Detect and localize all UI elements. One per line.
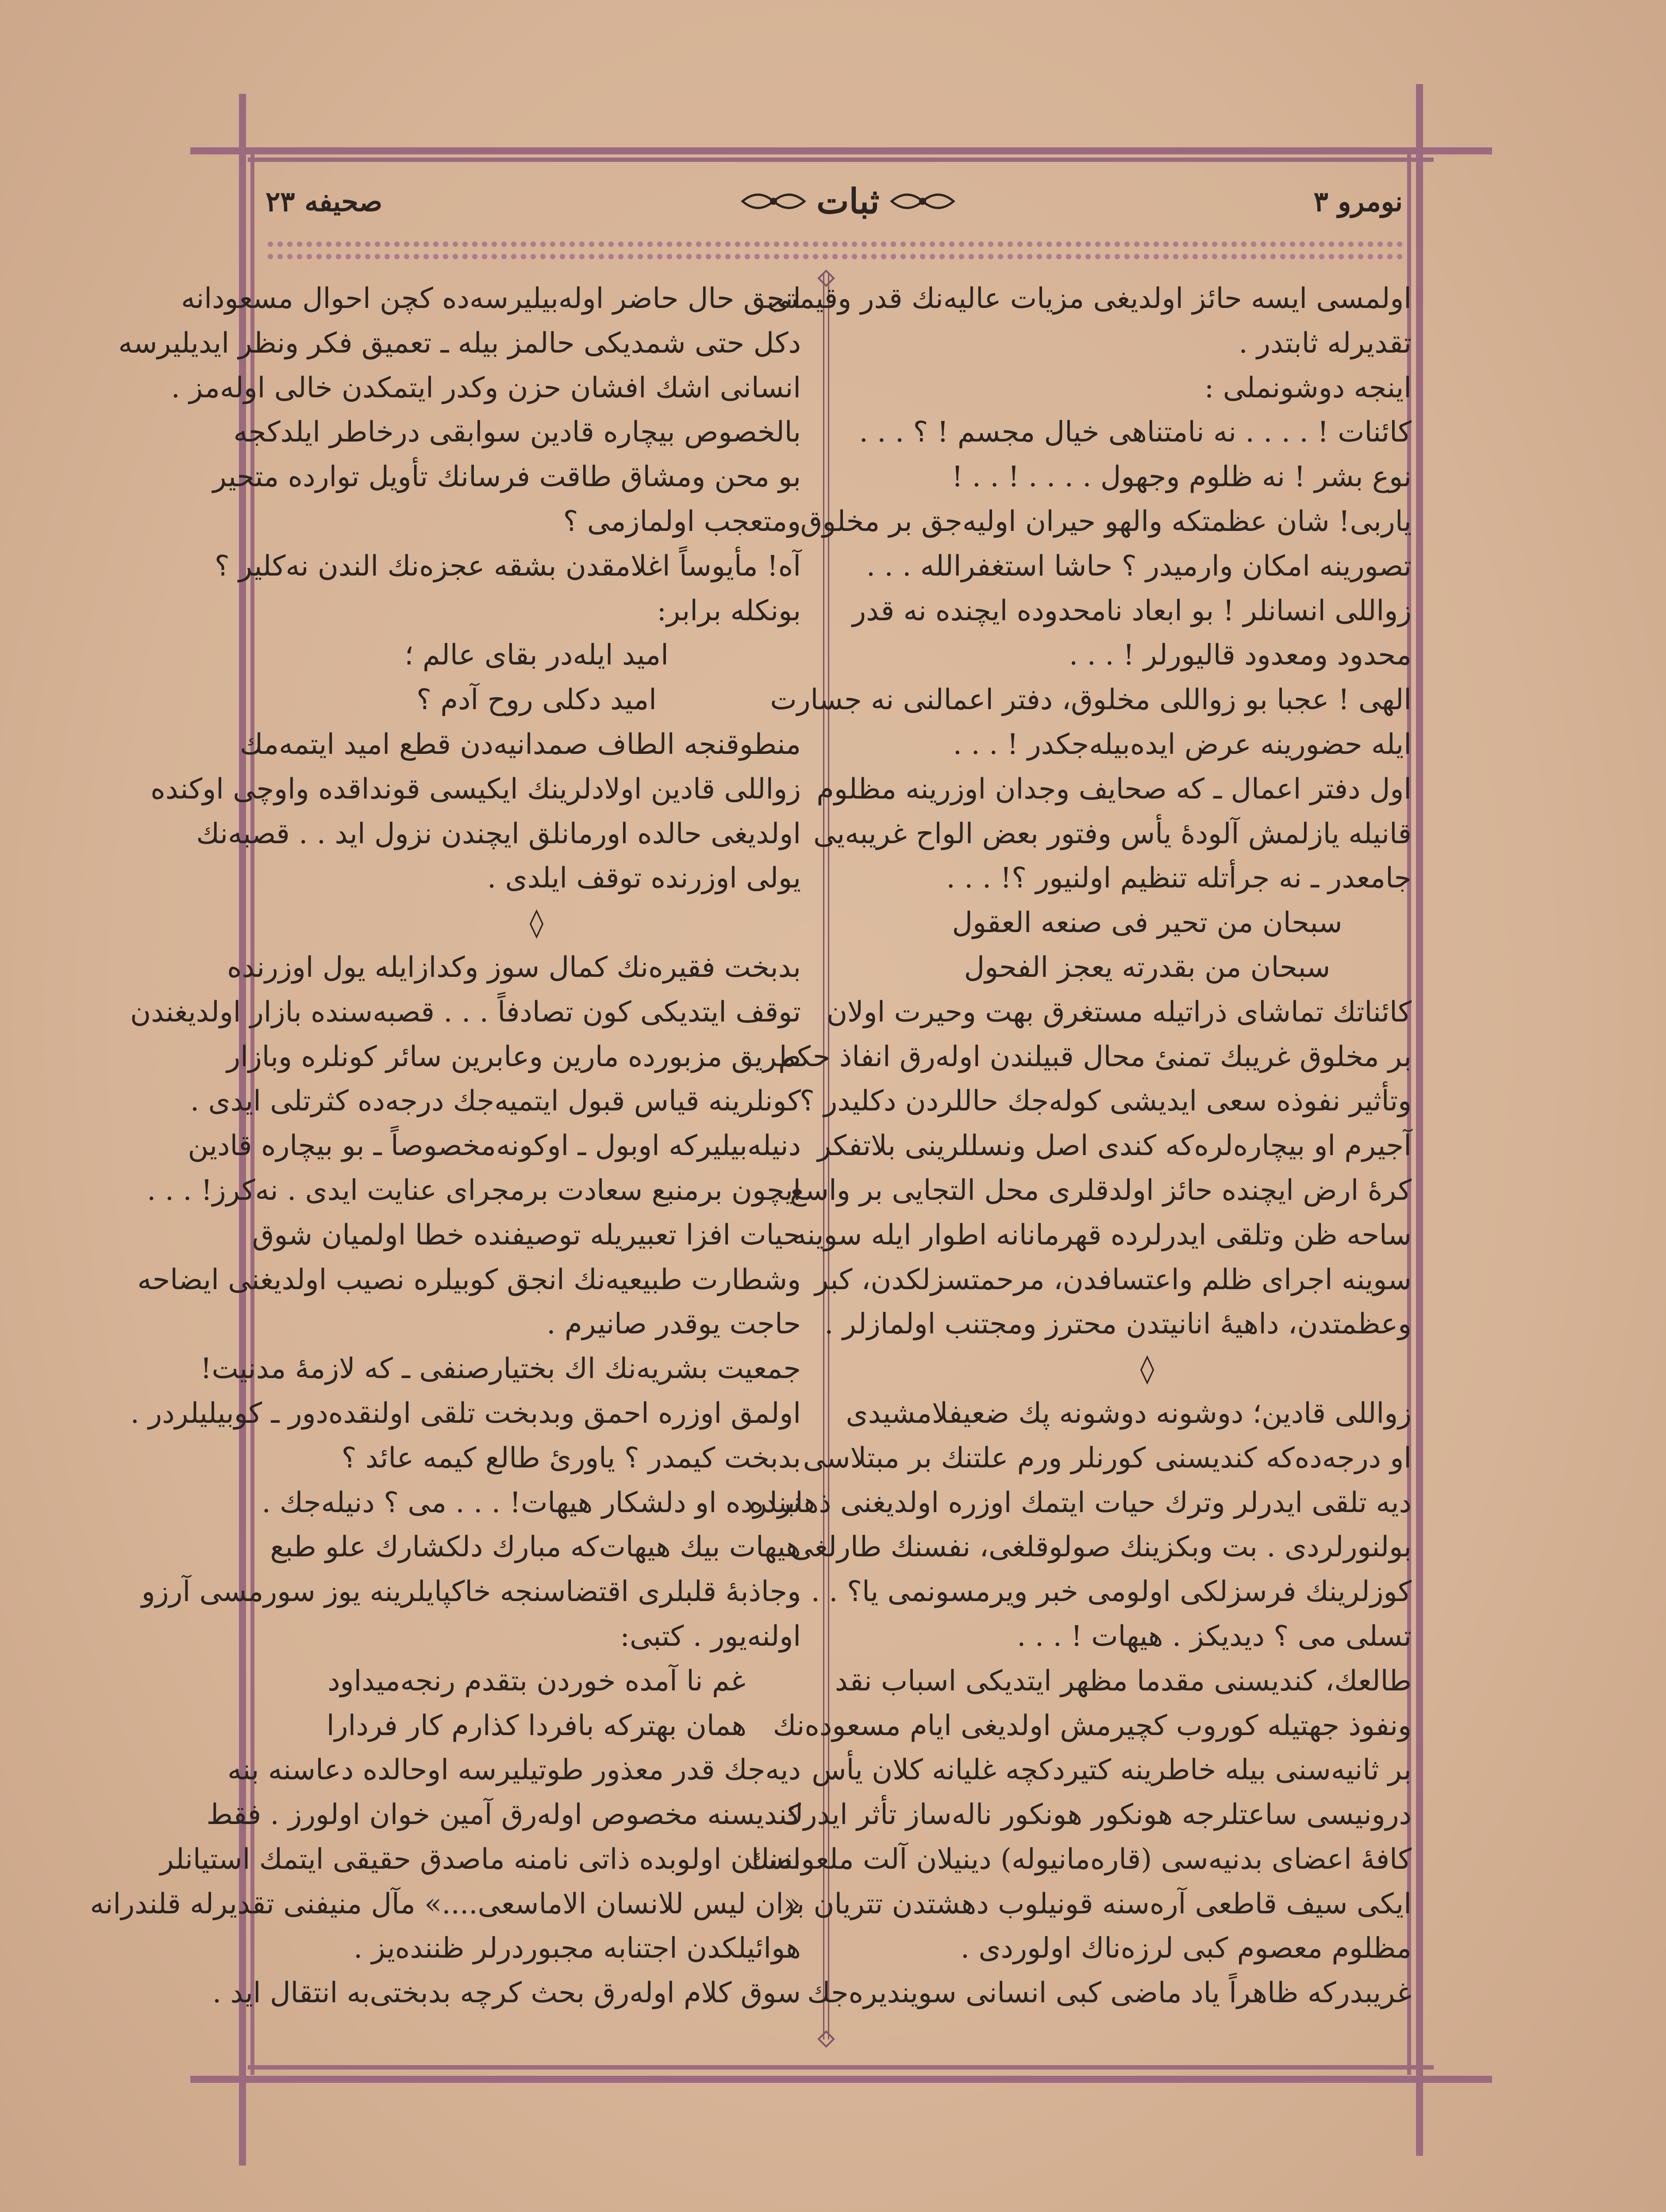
text-line: ساحه ظن وتلقی ایدرلرده قهرمانانه اطوار ایله سوینه [792, 1218, 1412, 1252]
text-line: طریق مزبورده مارین وعابرین سائر کونلره وبازار [227, 1040, 801, 1073]
text-line: امید ایله‌در بقای عالم ؛ [404, 639, 669, 672]
issue-number: نومرو ٣ [1313, 185, 1403, 218]
text-line: منطوقنجه الطاف صمدانیه‌دن قطع امید ایتمه‌مك [239, 728, 801, 761]
text-line: زواللی قادین؛ دوشونه دوشونه پك ضعیفلامشیدی [846, 1397, 1412, 1430]
text-line: غم نا آمده خوردن بتقدم رنجه‌میداود [327, 1664, 746, 1697]
left-text-column [90, 276, 801, 2046]
text-line: کونلرینه قیاس قبول ایتمیه‌جك درجه‌ده کثرتلی ایدی . [190, 1085, 801, 1118]
text-line: آه! مأیوساً اغلامقدن بشقه عجزه‌نك الندن نه‌کلیر ؟ [214, 549, 801, 583]
text-line: وتأثیر نفوذه سعی ایدیشی کوله‌جك حاللردن دکلیدر ؟ [800, 1085, 1412, 1118]
text-line: «ان لیس للانسان الاماسعی....» مآل منیفنی تقدیرله قلندرانه [90, 1887, 801, 1920]
text-line: توقف ایتدیکی کون تصادفاً . . . قصبه‌سنده بازار اولدیغندن [130, 995, 801, 1029]
page-header [265, 177, 1403, 226]
text-line: نوع بشر ! نه ظلوم وجهول . . . . ! . . ! [951, 461, 1412, 494]
text-line: طالعك، کندیسنی مقدما مظهر ایتدیکی اسباب نقد [835, 1664, 1412, 1697]
text-line: مظلوم معصوم کبی لرزه‌ناك اولوردی . [960, 1932, 1412, 1965]
top-inner-border-rule [248, 157, 1434, 162]
text-line: هوائیلکدن اجتنابه مجبوردرلر ظننده‌یز . [353, 1932, 801, 1965]
text-line: انسان اولوبده ذاتی نامنه ماصدق حقیقی ایتمك استیانلر [160, 1843, 801, 1876]
text-line: بر مخلوق غریبك تمنیٔ محال قبیلندن اوله‌رق انفاذ حکم [778, 1040, 1412, 1073]
text-line: وشطارت طبیعیه‌نك انجق کوبیلره نصیب اولدیغنی ایضاحه [137, 1263, 801, 1296]
text-line: ومتعجب اولمازمی ؟ [563, 505, 801, 538]
bottom-inner-border-rule [248, 2065, 1434, 2070]
text-line: اولدیغی حالده اورمانلق ایچندن نزول اید . . قصبه‌نك [196, 817, 801, 850]
left-ornament-icon [740, 186, 807, 217]
top-border-rule [190, 147, 1492, 154]
text-line: اولمق اوزره احمق وبدبخت تلقی اولنقده‌دور ـ کوبیلیلردر . [130, 1397, 801, 1430]
text-line: بولنورلردی . بت وبکزینك صولوقلغی، نفسنك طارلغی [791, 1531, 1412, 1564]
text-line: هیهات بیك هیهات‌که مبارك دلکشارك علو طبع [270, 1531, 801, 1564]
text-line: سوق کلام اوله‌رق بحث کرچه بدبختی‌به انتقال اید . [212, 1977, 801, 2010]
text-line: کافهٔ اعضای بدنیه‌سی (قاره‌مانیوله) دینیلان آلت ملعونه‌نك [746, 1843, 1412, 1876]
text-line: جمعیت بشریه‌نك اك بختیارصنفی ـ که لازمهٔ مدنیت! [200, 1352, 801, 1386]
text-line: نرلرده او دلشکار هیهات! . . . می ؟ دنیله‌جك . [262, 1486, 801, 1519]
text-line: یاربی! شان عظمتکه والهو حیران اولیه‌جق بر مخلوق [800, 505, 1412, 538]
right-text-column [746, 276, 1412, 2046]
text-line: دنیله‌بیلیرکه اوبول ـ اوکونه‌مخصوصاً ـ بو بیچاره قادین [188, 1129, 801, 1163]
text-line: کائناتك تماشای ذراتیله مستغرق بهت وحیرت اولان [827, 995, 1412, 1029]
text-line: سوینه اجرای ظلم واعتسافدن، مرحمتسزلکدن، کبر [815, 1263, 1412, 1296]
text-line: حیات افزا تعبیریله توصیفنده خطا اولمیان شوق [252, 1218, 801, 1252]
text-line: ایله حضورینه عرض ایده‌بیله‌جکدر ! . . . [953, 728, 1412, 761]
text-line: او درجه‌ده‌که کندیسنی کورنلر ورم علتنك بر مبتلاسی [803, 1441, 1412, 1475]
text-line: بر ثانیه‌سنی بیله خاطرینه کتیردکچه غلیانه کلان یأس [812, 1754, 1412, 1787]
text-line: سبحان من بقدرته یعجز الفحول [964, 951, 1331, 984]
text-line: الهی ! عجبا بو زواللی مخلوق، دفتر اعمالنی نه جسارت [770, 684, 1412, 717]
text-line: اولنه‌یور . کتبی: [620, 1620, 801, 1653]
text-line: دکل حتی شمدیکی حالمز بیله ـ تعمیق فکر ونظر ایدیلیرسه [118, 326, 801, 360]
text-line: درونیسی ساعتلرجه هونکور هونکور ناله‌ساز تأثر ایدرك [780, 1798, 1412, 1832]
text-line: اول دفتر اعمال ـ که صحایف وجدان اوزرینه مظلوم [816, 772, 1412, 806]
text-line: بونکله برابر: [657, 594, 801, 627]
text-line: یولی اوزرنده توقف ایلدی . [487, 862, 801, 895]
section-separator: ◊ [1140, 1352, 1154, 1386]
text-line: کندیسنه مخصوص اوله‌رق آمین خوان اولورز . فقط [206, 1798, 801, 1832]
text-line: جامعدر ـ نه جرأتله تنظیم اولنیور ؟! . . . [946, 862, 1412, 895]
text-line: اینجه دوشونملی : [1204, 371, 1412, 404]
section-separator: ◊ [529, 906, 544, 940]
text-line: زواللی انسانلر ! بو ابعاد نامحدوده ایچنده نه قدر [852, 594, 1412, 627]
text-line: آجیرم او بیچاره‌لره‌که کندی اصل ونسللرینی بلاتفکر [817, 1129, 1412, 1163]
text-line: ونفوذ جهتیله کوروب کچیرمش اولدیغی ایام مسعوده‌نك [773, 1709, 1412, 1742]
text-line: وعظمتدن، داهیهٔ انانیتدن محترز ومجتنب اولمازلر . [824, 1308, 1412, 1341]
text-line: انسانی اشك افشان حزن وکدر ایتمکدن خالی اوله‌مز . [171, 371, 801, 404]
text-line: بو محن ومشاق طاقت فرسانك تأویل توارده متحیر [212, 461, 801, 494]
text-line: همان بهترکه بافردا کذارم کار فردارا [326, 1709, 747, 1742]
text-line: ایچون برمنبع سعادت برمجرای عنایت ایدی . نه‌کرز! . . . [147, 1174, 801, 1207]
right-border-rule [1416, 84, 1423, 2156]
text-line: غریبدرکه ظاهراً یاد ماضی کبی انسانی سویندیره‌جك [807, 1977, 1412, 2010]
text-line: دیه‌جك قدر معذور طوتیلیرسه اوحالده دعاسنه بنه [227, 1754, 801, 1787]
text-line: سبحان من تحیر فی صنعه العقول [952, 906, 1343, 940]
text-line: اولمسی ایسه حائز اولدیغی مزیات عالیه‌نك قدر وقیمتی [767, 282, 1412, 315]
text-line: کرهٔ ارض ایچنده حائز اولدقلری محل التجایی بر واسع [790, 1174, 1412, 1207]
masthead [740, 181, 955, 222]
text-line: انجق حال حاضر اوله‌بیلیرسه‌ده کچن احوال مسعودانه [181, 282, 801, 315]
text-line: حاجت یوقدر صانیرم . [546, 1308, 801, 1341]
text-line: قانیله یازلمش آلودهٔ یأس وفتور بعض الواح غریبه‌یی [813, 817, 1412, 850]
text-line: تقدیرله ثابتدر . [1239, 326, 1412, 360]
page-number: صحیفه ٢٣ [265, 185, 383, 218]
divider-ornament-icon [818, 2031, 835, 2047]
text-line: کوزلرینك فرسزلکی اولومی خبر ویرمسونمی یا؟ . . . [793, 1575, 1412, 1609]
text-line: بالخصوص بیچاره قادین سوابقی درخاطر ایلدکجه [233, 416, 801, 449]
text-line: زواللی قادین اولادلرینك ایکیسی قونداقده واوچی اوکنده [150, 772, 801, 806]
text-line: بدبخت فقیره‌نك کمال سوز وکدازایله یول اوزرنده [227, 951, 801, 984]
text-line: کائنات ! . . . . نه نامتناهی خیال مجسم ! ؟ . . . [859, 416, 1412, 449]
bottom-border-rule [190, 2076, 1492, 2083]
decorative-dot-row [265, 251, 1403, 262]
text-line: وجاذبهٔ قلبلری اقتضاسنجه خاکپایلرینه یوز سورمسی آرزو [141, 1575, 801, 1609]
text-line: دیه تلقی ایدرلر وترك حیات ایتمك اوزره اولدیغنی ذهابنده [749, 1486, 1412, 1519]
text-line: بدبخت کیمدر ؟ یاوریٔ طالع کیمه عائد ؟ [341, 1441, 801, 1475]
decorative-dot-row [265, 239, 1403, 250]
text-line: ایکی سیف قاطعی آره‌سنه قونیلوب دهشتدن تتریان بر [781, 1887, 1412, 1920]
right-ornament-icon [889, 186, 956, 217]
text-line: امید دکلی روح آدم ؟ [416, 684, 657, 717]
text-line: تسلی می ؟ دیدیکز . هیهات ! . . . [1017, 1620, 1412, 1653]
text-line: تصورینه امکان وارمیدر ؟ حاشا استغفرالله . . . [866, 549, 1412, 583]
newspaper-title: ثبات [816, 181, 880, 222]
text-line: محدود ومعدود قالیورلر ! . . . [1069, 639, 1412, 672]
